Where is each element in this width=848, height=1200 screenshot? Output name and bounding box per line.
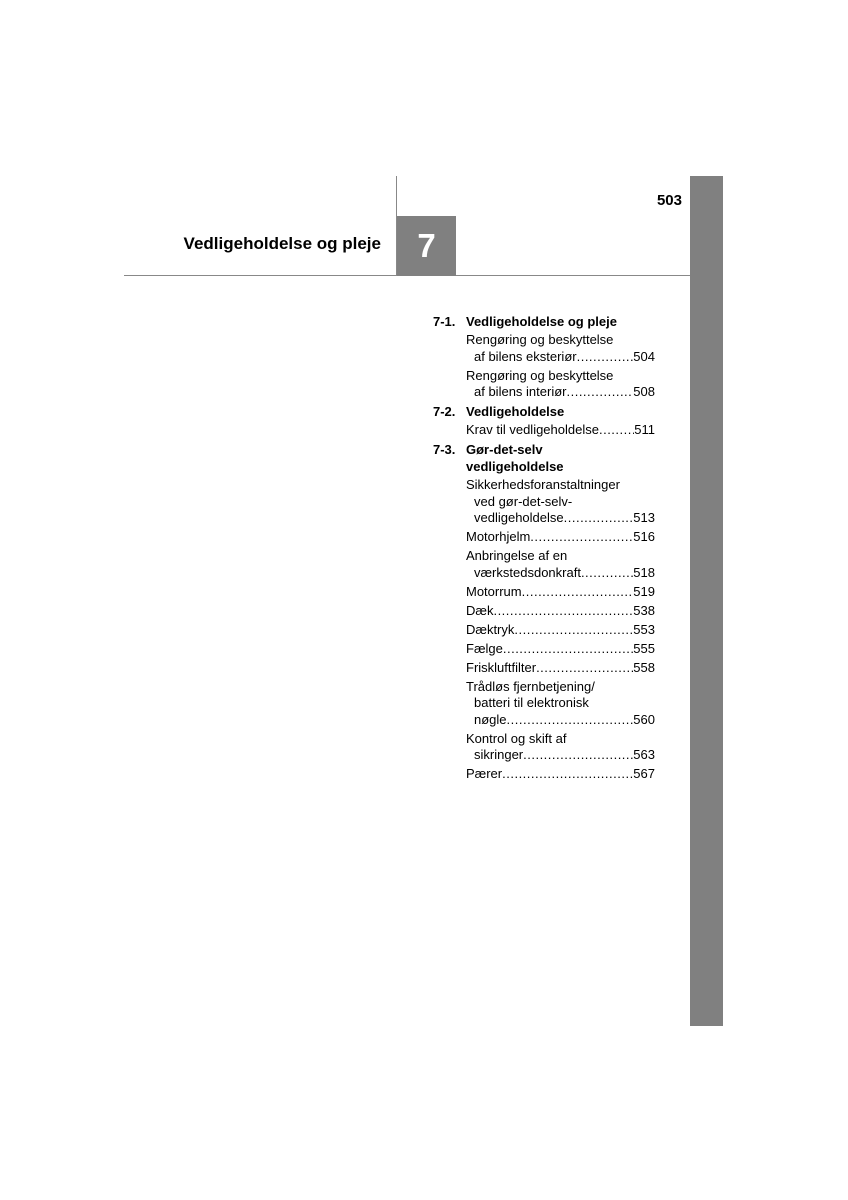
toc-entry-page: 567	[633, 766, 655, 781]
toc-section-title	[466, 441, 564, 475]
toc-entry-page: 516	[633, 529, 655, 544]
toc-section-heading	[433, 313, 655, 330]
toc-entry-page: 508	[633, 384, 655, 399]
toc-leader-dots	[581, 565, 633, 582]
toc-leader-dots	[493, 603, 633, 620]
toc-entry-page: 513	[633, 510, 655, 525]
toc-leader-dots	[536, 660, 633, 677]
toc-entry-label: Motorhjelm	[466, 529, 531, 544]
toc-entry-page: 560	[633, 711, 655, 727]
toc-entry-line: ved gør-det-selv-	[474, 493, 573, 509]
toc-entry-last-line	[466, 603, 655, 620]
toc-entry[interactable]	[466, 679, 655, 729]
toc-entry-last-line	[466, 622, 655, 639]
toc-entry-last-line	[466, 747, 655, 764]
toc-entry-label: af bilens interiør	[474, 384, 567, 399]
toc-entry-page: 538	[633, 602, 655, 618]
toc-section-title-line: Gør-det-selv	[466, 442, 543, 457]
toc-section-title-line: Vedligeholdelse og pleje	[466, 314, 617, 329]
toc-entry[interactable]	[466, 622, 655, 639]
toc-entry-label: Dæktryk	[466, 621, 515, 637]
toc-entry[interactable]	[466, 584, 655, 601]
toc-entry-line: Trådløs fjernbetjening/	[466, 678, 595, 694]
toc-entry[interactable]	[466, 766, 655, 783]
toc-entry-page: 563	[633, 747, 655, 762]
toc-entry-page: 555	[633, 640, 655, 656]
toc-entry-last-line	[466, 712, 655, 729]
toc-section-heading	[433, 441, 655, 475]
toc-entry-label: nøgle	[474, 711, 507, 727]
toc-entry-line: Anbringelse af en	[466, 548, 568, 563]
toc-leader-dots	[503, 641, 633, 658]
toc-entry[interactable]	[466, 641, 655, 658]
toc-leader-dots	[522, 584, 634, 601]
toc-entry-label: Friskluftfilter	[466, 659, 537, 675]
toc-entry-last-line	[466, 584, 655, 601]
toc-entry[interactable]	[466, 422, 655, 439]
toc-entry-label: Pærer	[466, 766, 503, 781]
toc-entry-label: sikringer	[474, 747, 524, 762]
toc-leader-dots	[502, 766, 633, 783]
toc-entry-last-line	[466, 510, 655, 527]
toc-entry-last-line	[466, 766, 655, 783]
toc-leader-dots	[577, 349, 634, 366]
table-of-contents	[433, 313, 655, 785]
toc-section-heading	[433, 403, 655, 420]
toc-leader-dots	[566, 384, 633, 401]
toc-section-number: 7-1.	[433, 314, 456, 329]
toc-section-title-line: vedligeholdelse	[466, 459, 564, 474]
chapter-number: 7	[417, 227, 436, 264]
toc-leader-dots	[507, 712, 634, 729]
toc-entry-last-line	[466, 384, 655, 401]
toc-entry-label: Motorrum	[466, 583, 522, 599]
toc-entry-page: 518	[633, 564, 655, 580]
toc-entry-last-line	[466, 422, 655, 439]
toc-entry-label: af bilens eksteriør	[474, 348, 577, 364]
toc-entry-last-line	[466, 349, 655, 366]
toc-entry-last-line	[466, 660, 655, 677]
toc-entry-page: 558	[633, 659, 655, 675]
toc-entry-page: 553	[633, 621, 655, 637]
toc-leader-dots	[523, 747, 633, 764]
chapter-side-tab	[690, 176, 723, 1026]
toc-entry[interactable]	[466, 548, 655, 581]
toc-entry-label: værkstedsdonkraft	[474, 564, 581, 580]
toc-entry-label: vedligeholdelse	[474, 510, 564, 525]
toc-leader-dots	[514, 622, 633, 639]
toc-section-title	[466, 403, 564, 420]
toc-entry-page: 511	[634, 422, 655, 437]
toc-section-number: 7-2.	[433, 404, 456, 419]
toc-entry[interactable]	[466, 368, 655, 401]
page-number: 503	[656, 192, 682, 209]
toc-section-title	[466, 313, 617, 330]
chapter-title: Vedligeholdelse og pleje	[183, 234, 381, 253]
toc-entry-line: Rengøring og beskyttelse	[466, 332, 614, 347]
toc-entry-last-line	[466, 565, 655, 582]
toc-entry-page: 519	[633, 583, 655, 599]
toc-section-title-line: Vedligeholdelse	[466, 404, 565, 419]
toc-entry[interactable]	[466, 332, 655, 365]
toc-entry-line: batteri til elektronisk	[474, 695, 589, 710]
toc-entry-label: Dæk	[466, 602, 494, 618]
toc-section-number: 7-3.	[433, 442, 456, 457]
toc-leader-dots	[530, 529, 633, 546]
toc-entry-line: Kontrol og skift af	[466, 730, 567, 746]
toc-entry-line: Rengøring og beskyttelse	[466, 367, 614, 383]
toc-entry[interactable]	[466, 529, 655, 546]
chapter-number-box	[397, 216, 456, 276]
toc-entry[interactable]	[466, 603, 655, 620]
toc-entry-label: Fælge	[466, 640, 503, 656]
toc-leader-dots	[599, 422, 634, 439]
toc-entry-last-line	[466, 529, 655, 546]
toc-leader-dots	[564, 510, 634, 527]
toc-entry[interactable]	[466, 477, 655, 527]
toc-entry[interactable]	[466, 731, 655, 764]
toc-entry-page: 504	[633, 348, 655, 364]
toc-entry-label: Krav til vedligeholdelse	[466, 422, 599, 437]
toc-entry-last-line	[466, 641, 655, 658]
toc-entry[interactable]	[466, 660, 655, 677]
toc-entry-line: Sikkerhedsforanstaltninger	[466, 477, 620, 492]
